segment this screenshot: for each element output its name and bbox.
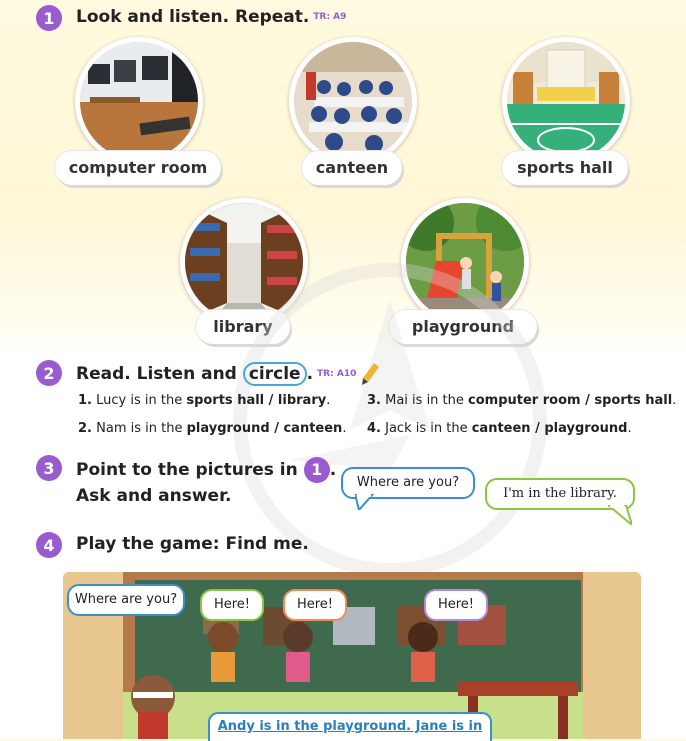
speech-bubble-here-1: Here! — [200, 589, 264, 621]
exercise-item-1: 1. Lucy is in the sports hall / library. — [78, 393, 331, 408]
speech-bubble-where: Where are you? — [67, 584, 185, 616]
track-label: TR: A10 — [317, 369, 357, 379]
section-1-heading — [76, 7, 346, 27]
exercise-item-2: 2. Nam is in the playground / canteen. — [78, 421, 347, 436]
section-2-title-end: . — [306, 364, 314, 384]
bubble-tail — [608, 505, 632, 525]
watermark-logo — [230, 260, 550, 580]
section-3-line1-end: . — [329, 460, 337, 480]
section-4-number: 4 — [36, 532, 62, 558]
speech-bubble-here-3: Here! — [424, 589, 488, 621]
computer-room-photo — [75, 37, 203, 165]
section-2-title: Read. Listen and — [76, 364, 237, 384]
bubble-tail — [355, 494, 375, 510]
exercise-item-4: 4. Jack is in the canteen / playground. — [367, 421, 632, 436]
section-3-heading — [76, 457, 336, 509]
canteen-label: canteen — [302, 151, 402, 185]
section-2-heading — [76, 362, 380, 386]
section-4-title: Play the game: Find me. — [76, 534, 309, 554]
section-2-number: 2 — [36, 360, 62, 386]
track-label: TR: A9 — [313, 12, 347, 22]
section-3-line1: Point to the pictures in — [76, 460, 298, 480]
section-3-number: 3 — [36, 455, 62, 481]
playground-label: playground — [389, 310, 537, 344]
exercise-item-3: 3. Mai is in the computer room / sports hall. — [367, 393, 677, 408]
circle-word: circle — [243, 362, 307, 386]
speech-bubble-answer: I'm in the library. — [485, 478, 635, 510]
section-1-number: 1 — [36, 5, 62, 31]
section-1-title: Look and listen. Repeat. — [76, 7, 310, 27]
section-3-line2: Ask and answer. — [76, 486, 232, 506]
canteen-photo — [289, 37, 417, 165]
speech-bubble-here-2: Here! — [283, 589, 347, 621]
caption-text: Andy is in the playground. Jane is in — [208, 712, 492, 741]
sports-hall-label: sports hall — [502, 151, 628, 185]
computer-room-label: computer room — [55, 151, 221, 185]
sports-hall-photo — [502, 37, 630, 165]
speech-bubble-question: Where are you? — [341, 467, 475, 499]
pencil-icon — [362, 363, 380, 385]
section-ref-number: 1 — [304, 457, 330, 483]
library-label: library — [196, 310, 290, 344]
